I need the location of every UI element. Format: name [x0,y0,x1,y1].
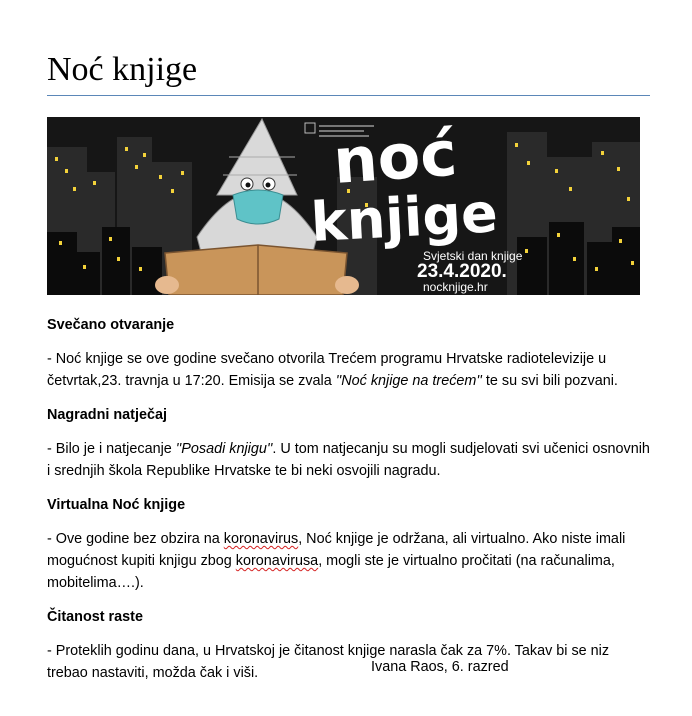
section-paragraph-virtual [47,528,652,594]
paragraph-text: - Ove godine bez obzira na [47,531,224,547]
banner-date: 23.4.2020. [417,261,507,282]
section-heading-contest: Nagradni natječaj [47,407,167,423]
show-title: ''Noć knjige na trećem'' [335,373,482,389]
paragraph-text: , Noć knjige je održana, ali virtualno. Ako niste imali mogućnost kupiti knjigu zbog [47,531,626,569]
article-body [47,306,652,696]
spellcheck-word: koronavirusa [235,553,319,569]
section-paragraph-contest [47,438,652,482]
page-title: Noć knjige [47,51,198,88]
paragraph-text: , mogli ste je virtualno pročitati (na računalima, mobitelima….). [47,553,615,591]
section-heading-reading: Čitanost raste [47,609,143,625]
section-heading-virtual: Virtualna Noć knjige [47,497,186,513]
paragraph-text: . U tom natjecanju su mogli sudjelovati svi učenici osnovnih i srednjih škola Republike Hrvatske te bi neki osvojili nagradu. [47,441,650,479]
author-signature: Ivana Raos, 6. razred [371,659,509,675]
banner-tagline: Svjetski dan knjige [423,249,523,263]
logo-word-knjige: knjige [309,181,500,254]
spellcheck-word: koronavirus [223,531,299,547]
paragraph-text: - Noć knjige se ove godine svečano otvorila Trećem programu Hrvatske radiotelevizije u četvrtak,23. travnja u 17:20. Emisija se zvala [47,351,607,389]
section-heading-opening: Svečano otvaranje [47,317,175,333]
logo-word-noc: noć [330,117,460,198]
section-paragraph-opening [47,348,652,392]
banner-image [47,117,640,295]
paragraph-text: - Proteklih godinu dana, u Hrvatskoj je čitanost knjige narasla čak za 7%. Takav bi se niz trebao nastaviti, možda čak i viši. [47,643,610,681]
section-paragraph-reading [47,640,652,684]
contest-title: ''Posadi knjigu'' [175,441,273,457]
banner-site: nocknjige.hr [423,280,488,294]
paragraph-text: te su svi bili pozvani. [481,373,618,389]
title-underline [47,95,650,96]
paragraph-text: - Bilo je i natjecanje [47,441,176,457]
